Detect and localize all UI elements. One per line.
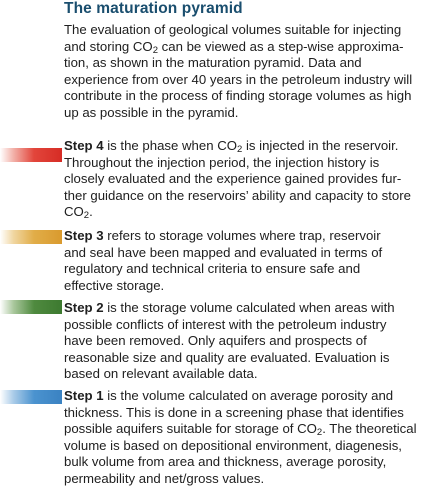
- text-run: is the volume calculated on average porosity and: [103, 388, 394, 403]
- text-run: tion, as shown in the maturation pyramid. Data and: [64, 55, 362, 71]
- text-run: is the phase when CO: [103, 138, 237, 153]
- text-run: can be viewed as a step-wise approxima-: [158, 38, 404, 54]
- subscript: 2: [237, 144, 243, 155]
- text-run: experience from over 40 years in the petroleum industry will: [64, 71, 413, 87]
- step4-label: Step 4: [64, 138, 104, 153]
- text-line: [64, 421, 422, 438]
- step3-label: Step 3: [64, 228, 104, 243]
- text-run: up as possible in the pyramid.: [64, 104, 239, 120]
- text-line: [64, 204, 422, 221]
- text-line: [64, 72, 422, 89]
- text-run: . The theoretical: [322, 421, 417, 437]
- text-run: .: [89, 204, 93, 220]
- text-run: and storing CO: [64, 38, 153, 54]
- text-line: [64, 39, 422, 56]
- text-run: closely evaluated and the experience gained provides fur-: [64, 171, 402, 187]
- subscript: 2: [83, 210, 90, 222]
- step1-paragraph: [64, 388, 422, 488]
- text-line: [64, 278, 422, 295]
- text-line: [64, 171, 422, 188]
- text-line: [64, 245, 422, 262]
- text-run: possible aquifers suitable for storage of CO: [64, 421, 317, 437]
- text-run: CO: [64, 204, 84, 220]
- text-run: refers to storage volumes where trap, reservoir: [103, 228, 381, 243]
- text-run: bulk volume from area and thickness, average porosity,: [64, 454, 387, 470]
- section-title: The maturation pyramid: [64, 0, 243, 17]
- text-run: The evaluation of geological volumes suitable for injecting: [64, 22, 402, 37]
- text-run: is injected in the reservoir.: [242, 138, 399, 153]
- text-run: have been removed. Only aquifers and prospects of: [64, 333, 367, 349]
- step2-label: Step 2: [64, 300, 104, 315]
- intro-paragraph: [64, 22, 422, 122]
- text-run: contribute in the process of finding storage volumes as high: [64, 88, 412, 104]
- subscript: 2: [152, 44, 158, 56]
- text-run: and seal have been mapped and evaluated in terms of: [64, 244, 383, 260]
- step1-color-bar: [0, 390, 62, 404]
- text-line: [64, 228, 422, 245]
- text-run: thickness. This is done in a screening phase that identifies: [64, 404, 404, 420]
- text-line: [64, 366, 422, 383]
- text-run: permeability and net/gross values.: [64, 470, 265, 486]
- text-run: possible conflicts of interest with the petroleum industry: [64, 316, 387, 332]
- text-line: [64, 405, 422, 422]
- text-line: [64, 454, 422, 471]
- text-line: [64, 55, 422, 72]
- text-line: [64, 261, 422, 278]
- text-line: [64, 105, 422, 122]
- step1-label: Step 1: [64, 388, 104, 403]
- step4-color-bar: [0, 148, 62, 162]
- text-line: [64, 438, 422, 455]
- subscript: 2: [316, 427, 323, 439]
- step3-color-bar: [0, 230, 62, 244]
- text-line: [64, 388, 422, 405]
- text-run: effective storage.: [64, 277, 165, 293]
- text-line: [64, 138, 422, 155]
- text-line: [64, 333, 422, 350]
- text-run: is the storage volume calculated when areas with: [103, 300, 395, 315]
- text-line: [64, 88, 422, 105]
- text-line: [64, 350, 422, 367]
- text-line: [64, 22, 422, 39]
- text-run: Throughout the injection period, the injection history is: [64, 154, 380, 170]
- step3-paragraph: [64, 228, 422, 294]
- text-line: [64, 188, 422, 205]
- text-run: regulatory and technical criteria to ensure safe and: [64, 261, 361, 277]
- text-line: [64, 317, 422, 334]
- text-line: [64, 300, 422, 317]
- text-run: reasonable size and quality are evaluated. Evaluation is: [64, 349, 390, 365]
- text-run: volume is based on depositional environment, diagenesis,: [64, 437, 402, 453]
- text-line: [64, 471, 422, 488]
- text-run: based on relevant available data.: [64, 366, 258, 382]
- step2-color-bar: [0, 300, 62, 314]
- step4-paragraph: [64, 138, 422, 221]
- text-run: ther guidance on the reservoirs’ ability and capacity to store: [64, 187, 411, 203]
- text-line: [64, 155, 422, 172]
- step2-paragraph: [64, 300, 422, 383]
